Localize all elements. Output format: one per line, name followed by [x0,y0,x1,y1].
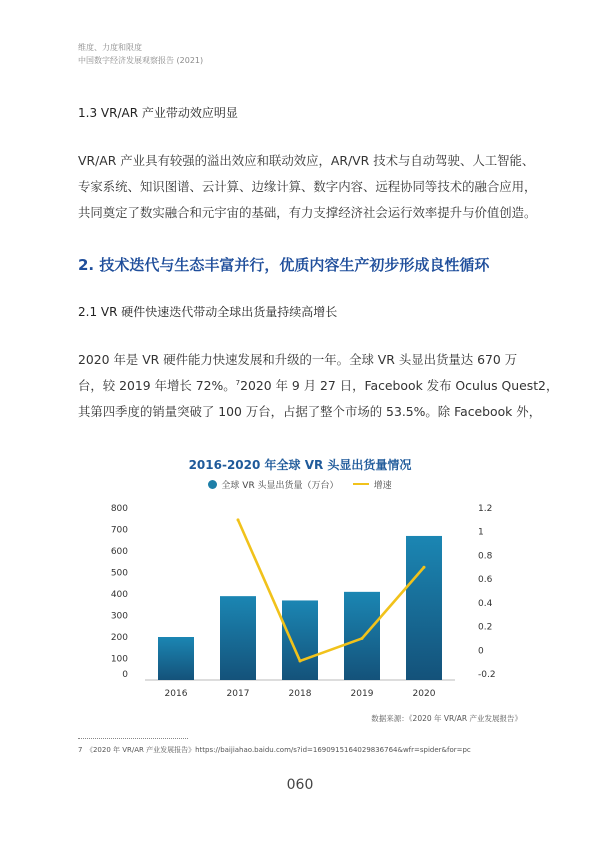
left-axis-tick-label: 300 [110,611,128,622]
right-axis-tick-label: 0.8 [478,551,493,562]
left-axis-tick-label: 0 [122,670,128,680]
x-axis-tick-label: 2019 [350,689,374,699]
chart-bar [282,600,318,680]
legend-bar-label: 全球 VR 头显出货量（万台） [221,481,339,491]
left-axis-tick-label: 400 [110,590,128,600]
chart-growth-line [238,520,424,661]
left-axis-tick-label: 800 [110,504,128,514]
left-axis-tick-label: 100 [110,654,128,665]
footnote-divider [78,738,188,739]
chart-growth-point [237,518,240,521]
left-axis-tick-label: 600 [110,547,128,557]
paragraph-line: VR/AR 产业具有较强的溢出效应和联动效应，AR/VR 技术与自动驾驶、人工智能、 [78,153,535,168]
right-axis-tick-label: 0.4 [478,598,493,609]
chart-bar [220,596,256,680]
paragraph-text: 2020 年 9 月 27 日，Facebook 发布 Oculus Quest2， [240,378,559,393]
legend-line-label: 增速 [373,481,392,491]
section-1-3-heading: 1.3 VR/AR 产业带动效应明显 [78,106,238,120]
header-report-subtitle: 维度、力度和限度 [78,43,142,52]
paragraph-line: 共同奠定了数实融合和元宇宙的基础，有力支撑经济社会运行效率提升与价值创造。 [78,205,537,220]
right-axis-tick-label: -0.2 [478,670,496,680]
header-report-title: 中国数字经济发展观察报告 (2021) [78,56,204,65]
right-axis-tick-label: 0.2 [478,622,493,633]
x-axis-tick-label: 2018 [288,689,312,699]
right-axis-tick-label: 0 [478,646,484,657]
chart-bar [158,637,194,680]
right-axis-tick-label: 0.6 [478,575,493,586]
chart-source: 数据来源：《2020 年 VR/AR 产业发展报告》 [371,714,522,723]
right-axis-tick-label: 1 [478,527,484,538]
paragraph-line: 2020 年是 VR 硬件能力快速发展和升级的一年。全球 VR 头显出货量达 670 万 [78,352,518,367]
section-2-heading: 2. 技术迭代与生态丰富并行，优质内容生产初步形成良性循环 [78,256,490,274]
x-axis-tick-label: 2017 [226,689,250,699]
left-axis-tick-label: 700 [110,525,128,536]
chart-bar [344,592,380,680]
paragraph-line: 其第四季度的销量突破了 100 万台，占据了整个市场的 53.5%。除 Facebook 外， [78,404,542,419]
chart-growth-point [423,566,426,569]
section-2-1-heading: 2.1 VR 硬件快速迭代带动全球出货量持续高增长 [78,305,338,319]
page-number: 060 [286,777,314,793]
left-axis-tick-label: 500 [110,568,128,579]
x-axis-tick-label: 2020 [412,689,436,699]
right-axis-tick-label: 1.2 [478,504,493,514]
chart-growth-point [361,637,364,640]
paragraph-text: 台，较 2019 年增长 72%。 [78,378,236,393]
left-axis-tick-label: 200 [110,633,128,643]
chart-title: 2016-2020 年全球 VR 头显出货量情况 [188,458,412,472]
chart-growth-point [299,659,302,662]
footnote-text: 7 《2020 年 VR/AR 产业发展报告》https://baijiahao.baidu.com/s?id=1690915164029836764&wfr=spider&for=pc [78,746,471,754]
x-axis-tick-label: 2016 [164,689,188,699]
paragraph-line: 专家系统、知识图谱、云计算、边缘计算、数字内容、远程协同等技术的融合应用， [78,179,537,194]
chart-bar [406,536,442,680]
footnote-ref[interactable]: 7 [235,378,241,387]
